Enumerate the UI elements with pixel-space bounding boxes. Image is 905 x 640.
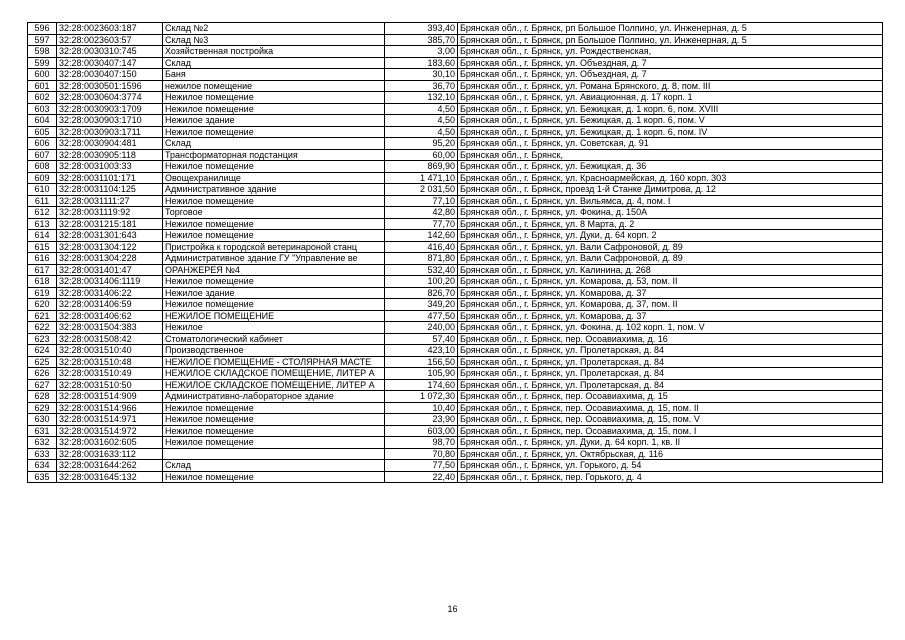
table-row	[28, 425, 883, 437]
cadastral-number: 32:28:0031510:40	[57, 345, 163, 357]
object-area: 349,20	[385, 299, 458, 311]
object-area: 183,60	[385, 57, 458, 69]
row-number: 620	[28, 299, 57, 311]
object-name: Нежилое помещение	[163, 126, 385, 138]
object-address: Брянская обл., г. Брянск, ул. Горького, д. 54	[458, 460, 883, 472]
table-row	[28, 207, 883, 219]
object-name: Склад	[163, 138, 385, 150]
object-name: Пристройка к городской ветеринароной станц	[163, 241, 385, 253]
table-row	[28, 402, 883, 414]
object-address: Брянская обл., г. Брянск, ул. Калинина, д. 268	[458, 264, 883, 276]
row-number: 632	[28, 437, 57, 449]
table-row	[28, 218, 883, 230]
cadastral-number: 32:28:0030903:1709	[57, 103, 163, 115]
table-row	[28, 161, 883, 173]
cadastral-number: 32:28:0031304:122	[57, 241, 163, 253]
cadastral-number: 32:28:0031644:262	[57, 460, 163, 472]
object-area: 77,70	[385, 218, 458, 230]
object-address: Брянская обл., г. Брянск, ул. Дуки, д. 64 корп. 2	[458, 230, 883, 242]
row-number: 617	[28, 264, 57, 276]
object-address: Брянская обл., г. Брянск, ул. Красноармейская, д. 160 корп. 303	[458, 172, 883, 184]
cadastral-number: 32:28:0031003:33	[57, 161, 163, 173]
table-row	[28, 287, 883, 299]
object-address: Брянская обл., г. Брянск, ул. Комарова, д. 37, пом. II	[458, 299, 883, 311]
table-row	[28, 368, 883, 380]
object-area: 603,00	[385, 425, 458, 437]
object-name: Нежилое здание	[163, 115, 385, 127]
object-area: 1 471,10	[385, 172, 458, 184]
table-row	[28, 448, 883, 460]
table-row	[28, 299, 883, 311]
object-area: 477,50	[385, 310, 458, 322]
table-row	[28, 471, 883, 483]
object-name: Нежилое помещение	[163, 471, 385, 483]
table-row	[28, 437, 883, 449]
cadastral-number: 32:28:0031602:605	[57, 437, 163, 449]
object-area: 416,40	[385, 241, 458, 253]
row-number: 623	[28, 333, 57, 345]
table-row	[28, 115, 883, 127]
cadastral-number: 32:28:0030905:118	[57, 149, 163, 161]
object-area: 532,40	[385, 264, 458, 276]
object-name: Трансформаторная подстанция	[163, 149, 385, 161]
table-row	[28, 379, 883, 391]
object-name: Нежилое помещение	[163, 276, 385, 288]
table-row	[28, 34, 883, 46]
object-name: НЕЖИЛОЕ СКЛАДСКОЕ ПОМЕЩЕНИЕ, ЛИТЕР А	[163, 368, 385, 380]
object-name: Нежилое здание	[163, 287, 385, 299]
object-address: Брянская обл., г. Брянск, ул. Фокина, д. 150А	[458, 207, 883, 219]
object-area: 70,80	[385, 448, 458, 460]
row-number: 602	[28, 92, 57, 104]
object-address: Брянская обл., г. Брянск, ул. Комарова, д. 37	[458, 287, 883, 299]
cadastral-number: 32:28:0030407:147	[57, 57, 163, 69]
table-row	[28, 103, 883, 115]
object-area: 826,70	[385, 287, 458, 299]
cadastral-number: 32:28:0031119:92	[57, 207, 163, 219]
cadastral-number: 32:28:0031406:59	[57, 299, 163, 311]
row-number: 611	[28, 195, 57, 207]
object-area: 393,40	[385, 23, 458, 35]
cadastral-number: 32:28:0031508:42	[57, 333, 163, 345]
object-area: 60,00	[385, 149, 458, 161]
object-address: Брянская обл., г. Брянск, ул. Авиационная, д. 17 корп. 1	[458, 92, 883, 104]
table-row	[28, 23, 883, 35]
cadastral-number: 32:28:0031645:132	[57, 471, 163, 483]
row-number: 634	[28, 460, 57, 472]
cadastral-number: 32:28:0031514:909	[57, 391, 163, 403]
object-address: Брянская обл., г. Брянск, ул. Пролетарская, д. 84	[458, 356, 883, 368]
cadastral-number: 32:28:0031104:125	[57, 184, 163, 196]
row-number: 614	[28, 230, 57, 242]
object-area: 30,10	[385, 69, 458, 81]
object-address: Брянская обл., г. Брянск, ул. Комарова, д. 37	[458, 310, 883, 322]
cadastral-number: 32:28:0031633:112	[57, 448, 163, 460]
object-area: 22,40	[385, 471, 458, 483]
table-row	[28, 149, 883, 161]
row-number: 626	[28, 368, 57, 380]
object-name: Нежилое	[163, 322, 385, 334]
table-row	[28, 241, 883, 253]
object-name: Нежилое помещение	[163, 402, 385, 414]
object-area: 98,70	[385, 437, 458, 449]
row-number: 609	[28, 172, 57, 184]
object-name: Нежилое помещение	[163, 425, 385, 437]
object-address: Брянская обл., г. Брянск, ул. Пролетарская, д. 84	[458, 368, 883, 380]
object-area: 3,00	[385, 46, 458, 58]
object-address: Брянская обл., г. Брянск, ул. Вали Сафроновой, д. 89	[458, 253, 883, 265]
row-number: 627	[28, 379, 57, 391]
object-area: 4,50	[385, 103, 458, 115]
row-number: 635	[28, 471, 57, 483]
object-area: 36,70	[385, 80, 458, 92]
object-name: Нежилое помещение	[163, 218, 385, 230]
object-name: Производственное	[163, 345, 385, 357]
row-number: 633	[28, 448, 57, 460]
object-area: 423,10	[385, 345, 458, 357]
table-row	[28, 310, 883, 322]
row-number: 604	[28, 115, 57, 127]
table-row	[28, 253, 883, 265]
object-area: 42,80	[385, 207, 458, 219]
row-number: 612	[28, 207, 57, 219]
object-address: Брянская обл., г. Брянск, ул. Советская, д. 91	[458, 138, 883, 150]
table-row	[28, 92, 883, 104]
table-row	[28, 126, 883, 138]
object-address: Брянская обл., г. Брянск, ул. Дуки, д. 64 корп. 1, кв. II	[458, 437, 883, 449]
table-row	[28, 57, 883, 69]
object-area: 385,70	[385, 34, 458, 46]
object-name: нежилое помещение	[163, 80, 385, 92]
object-address: Брянская обл., г. Брянск, ул. Романа Брянского, д. 8, пом. III	[458, 80, 883, 92]
table-row	[28, 184, 883, 196]
object-name: Нежилое помещение	[163, 414, 385, 426]
cadastral-number: 32:28:0031301:643	[57, 230, 163, 242]
object-name: Нежилое помещение	[163, 103, 385, 115]
object-address: Брянская обл., г. Брянск, рп Большое Полпино, ул. Инженерная, д. 5	[458, 23, 883, 35]
object-area: 174,60	[385, 379, 458, 391]
object-address: Брянская обл., г. Брянск, ул. Вали Сафроновой, д. 89	[458, 241, 883, 253]
table-row	[28, 460, 883, 472]
object-address: Брянская обл., г. Брянск, рп Большое Полпино, ул. Инженерная, д. 5	[458, 34, 883, 46]
object-area: 77,50	[385, 460, 458, 472]
cadastral-number: 32:28:0031510:48	[57, 356, 163, 368]
object-area: 95,20	[385, 138, 458, 150]
cadastral-number: 32:28:0031101:171	[57, 172, 163, 184]
object-name: Склад	[163, 57, 385, 69]
table-row	[28, 138, 883, 150]
row-number: 596	[28, 23, 57, 35]
object-name: Административно-лабораторное здание	[163, 391, 385, 403]
object-address: Брянская обл., г. Брянск, ул. Бежицкая, д. 36	[458, 161, 883, 173]
cadastral-number: 32:28:0031406:1119	[57, 276, 163, 288]
object-area: 156,50	[385, 356, 458, 368]
object-address: Брянская обл., г. Брянск, ул. Пролетарская, д. 84	[458, 379, 883, 391]
object-name: Нежилое помещение	[163, 437, 385, 449]
row-number: 631	[28, 425, 57, 437]
table-row	[28, 230, 883, 242]
cadastral-number: 32:28:0031406:22	[57, 287, 163, 299]
table-row	[28, 80, 883, 92]
object-name: НЕЖИЛОЕ СКЛАДСКОЕ ПОМЕЩЕНИЕ, ЛИТЕР А	[163, 379, 385, 391]
table-row	[28, 264, 883, 276]
cadastral-number: 32:28:0031514:972	[57, 425, 163, 437]
cadastral-number: 32:28:0031215:181	[57, 218, 163, 230]
object-address: Брянская обл., г. Брянск, ул. Бежицкая, д. 1 корп. 6, пом. V	[458, 115, 883, 127]
object-name: Нежилое помещение	[163, 299, 385, 311]
object-address: Брянская обл., г. Брянск, ул. Фокина, д. 102 корп. 1, пом. V	[458, 322, 883, 334]
cadastral-number: 32:28:0030604:3774	[57, 92, 163, 104]
row-number: 607	[28, 149, 57, 161]
cadastral-number: 32:28:0031111:27	[57, 195, 163, 207]
object-address: Брянская обл., г. Брянск,	[458, 149, 883, 161]
cadastral-number: 32:28:0030310:745	[57, 46, 163, 58]
cadastral-number: 32:28:0030903:1710	[57, 115, 163, 127]
object-area: 142,60	[385, 230, 458, 242]
cadastral-number: 32:28:0031304:228	[57, 253, 163, 265]
object-area: 2 031,50	[385, 184, 458, 196]
object-name: Нежилое помещение	[163, 230, 385, 242]
table-row	[28, 69, 883, 81]
cadastral-number: 32:28:0031406:62	[57, 310, 163, 322]
object-name: Административное здание	[163, 184, 385, 196]
object-area: 105,90	[385, 368, 458, 380]
table-row	[28, 195, 883, 207]
cadastral-number: 32:28:0031514:966	[57, 402, 163, 414]
object-name: Нежилое помещение	[163, 161, 385, 173]
row-number: 618	[28, 276, 57, 288]
table-body	[28, 23, 883, 483]
table-row	[28, 414, 883, 426]
row-number: 597	[28, 34, 57, 46]
object-address: Брянская обл., г. Брянск, пер. Горького, д. 4	[458, 471, 883, 483]
object-name: Склад №2	[163, 23, 385, 35]
object-address: Брянская обл., г. Брянск, ул. Бежицкая, д. 1 корп. 6, пом. XVIII	[458, 103, 883, 115]
row-number: 629	[28, 402, 57, 414]
object-area: 100,20	[385, 276, 458, 288]
cadastral-number: 32:28:0031514:971	[57, 414, 163, 426]
row-number: 613	[28, 218, 57, 230]
object-name: НЕЖИЛОЕ ПОМЕЩЕНИЕ	[163, 310, 385, 322]
object-address: Брянская обл., г. Брянск, ул. 8 Марта, д. 2	[458, 218, 883, 230]
row-number: 628	[28, 391, 57, 403]
object-area: 869,90	[385, 161, 458, 173]
object-name: Склад	[163, 460, 385, 472]
row-number: 621	[28, 310, 57, 322]
cadastral-number: 32:28:0031504:383	[57, 322, 163, 334]
object-name	[163, 448, 385, 460]
object-address: Брянская обл., г. Брянск, ул. Пролетарская, д. 84	[458, 345, 883, 357]
object-address: Брянская обл., г. Брянск, проезд 1-й Станке Димитрова, д. 12	[458, 184, 883, 196]
cadastral-number: 32:28:0023603:57	[57, 34, 163, 46]
row-number: 622	[28, 322, 57, 334]
object-address: Брянская обл., г. Брянск, ул. Объездная, д. 7	[458, 69, 883, 81]
row-number: 598	[28, 46, 57, 58]
object-name: Административное здание ГУ "Управление ве	[163, 253, 385, 265]
page-number: 16	[447, 604, 458, 614]
object-address: Брянская обл., г. Брянск, ул. Рождественская,	[458, 46, 883, 58]
table-row	[28, 322, 883, 334]
object-name: ОРАНЖЕРЕЯ №4	[163, 264, 385, 276]
object-area: 1 072,30	[385, 391, 458, 403]
row-number: 599	[28, 57, 57, 69]
object-address: Брянская обл., г. Брянск, ул. Бежицкая, д. 1 корп. 6, пом. IV	[458, 126, 883, 138]
cadastral-number: 32:28:0030904:481	[57, 138, 163, 150]
row-number: 625	[28, 356, 57, 368]
table-row	[28, 356, 883, 368]
object-area: 240,00	[385, 322, 458, 334]
cadastral-number: 32:28:0031401:47	[57, 264, 163, 276]
table-row	[28, 46, 883, 58]
object-address: Брянская обл., г. Брянск, ул. Вильямса, д. 4, пом. I	[458, 195, 883, 207]
row-number: 603	[28, 103, 57, 115]
object-address: Брянская обл., г. Брянск, пер. Осоавиахима, д. 15, пом. I	[458, 425, 883, 437]
object-address: Брянская обл., г. Брянск, пер. Осоавиахима, д. 15, пом. V	[458, 414, 883, 426]
object-name: Овощехранилище	[163, 172, 385, 184]
object-address: Брянская обл., г. Брянск, ул. Октябрьская, д. 116	[458, 448, 883, 460]
row-number: 630	[28, 414, 57, 426]
cadastral-number: 32:28:0031510:50	[57, 379, 163, 391]
cadastral-number: 32:28:0031510:49	[57, 368, 163, 380]
object-area: 871,80	[385, 253, 458, 265]
object-name: Торговое	[163, 207, 385, 219]
cadastral-number: 32:28:0030501:1596	[57, 80, 163, 92]
object-area: 57,40	[385, 333, 458, 345]
object-area: 4,50	[385, 115, 458, 127]
object-name: Склад №3	[163, 34, 385, 46]
object-address: Брянская обл., г. Брянск, пер. Осоавиахима, д. 16	[458, 333, 883, 345]
object-address: Брянская обл., г. Брянск, пер. Осоавиахима, д. 15, пом. II	[458, 402, 883, 414]
object-area: 23,90	[385, 414, 458, 426]
object-name: Нежилое помещение	[163, 92, 385, 104]
object-address: Брянская обл., г. Брянск, ул. Комарова, д. 53, пом. II	[458, 276, 883, 288]
cadastral-number: 32:28:0023603:187	[57, 23, 163, 35]
row-number: 600	[28, 69, 57, 81]
object-name: Баня	[163, 69, 385, 81]
object-area: 10,40	[385, 402, 458, 414]
property-register-table	[27, 22, 883, 483]
object-address: Брянская обл., г. Брянск, пер. Осоавиахима, д. 15	[458, 391, 883, 403]
object-name: Нежилое помещение	[163, 195, 385, 207]
row-number: 606	[28, 138, 57, 150]
cadastral-number: 32:28:0030407:150	[57, 69, 163, 81]
cadastral-number: 32:28:0030903:1711	[57, 126, 163, 138]
row-number: 605	[28, 126, 57, 138]
row-number: 608	[28, 161, 57, 173]
table-row	[28, 333, 883, 345]
row-number: 601	[28, 80, 57, 92]
object-address: Брянская обл., г. Брянск, ул. Объездная, д. 7	[458, 57, 883, 69]
row-number: 619	[28, 287, 57, 299]
object-area: 132,10	[385, 92, 458, 104]
table-row	[28, 391, 883, 403]
table-row	[28, 276, 883, 288]
object-name: Стоматологический кабинет	[163, 333, 385, 345]
row-number: 610	[28, 184, 57, 196]
object-name: Хозяйственная постройка	[163, 46, 385, 58]
table-row	[28, 345, 883, 357]
row-number: 624	[28, 345, 57, 357]
object-area: 4,50	[385, 126, 458, 138]
table-row	[28, 172, 883, 184]
object-name: НЕЖИЛОЕ ПОМЕЩЕНИЕ - СТОЛЯРНАЯ МАСТЕ	[163, 356, 385, 368]
object-area: 77,10	[385, 195, 458, 207]
row-number: 615	[28, 241, 57, 253]
row-number: 616	[28, 253, 57, 265]
